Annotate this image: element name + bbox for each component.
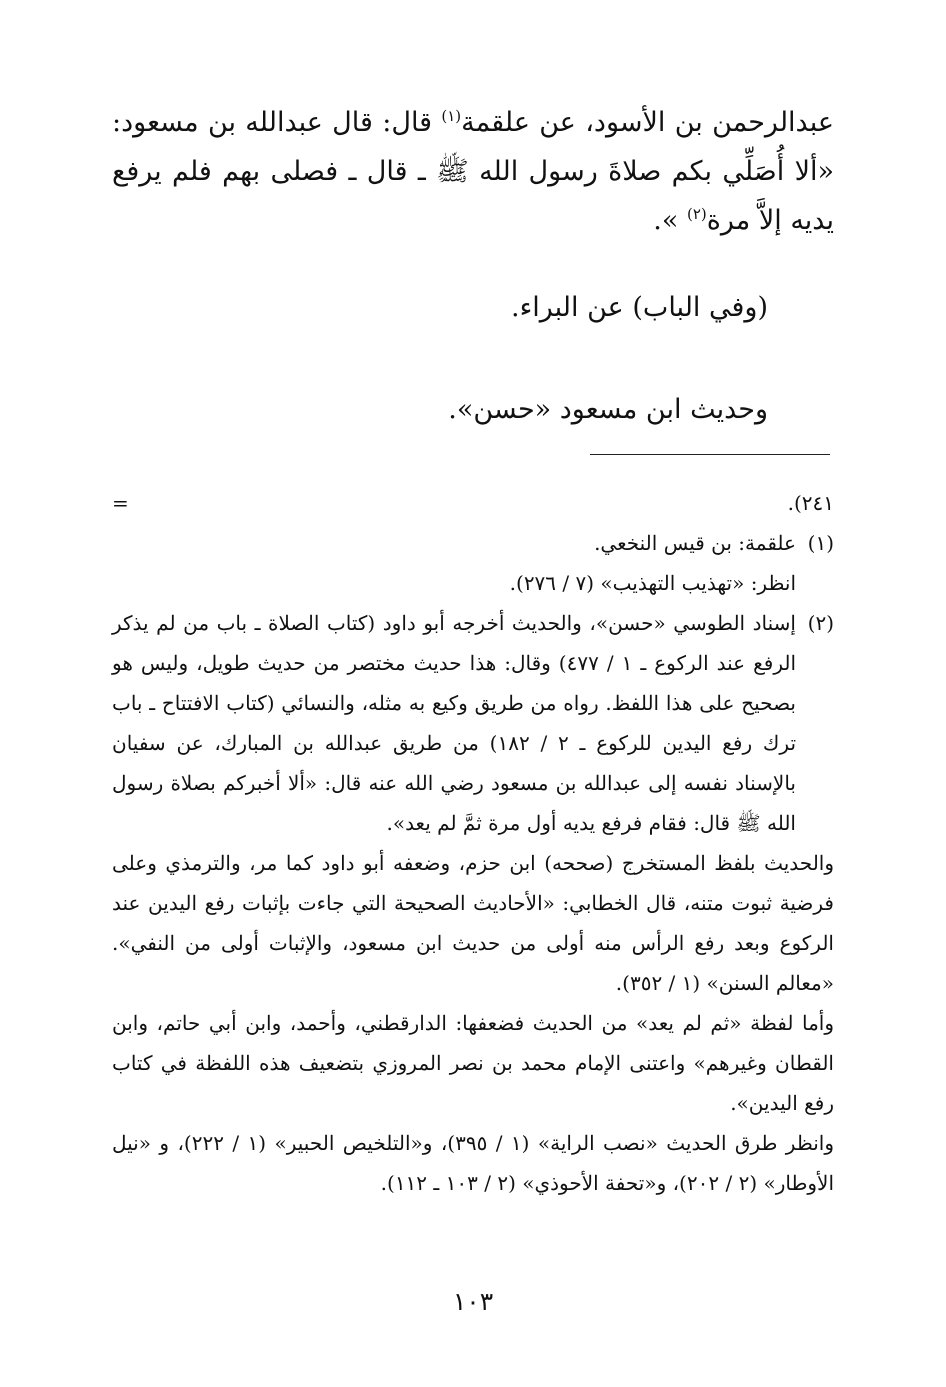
main-paragraph-part-2: قال: قال عبدالله بن مسعود: «ألا أُصَلِّي بكم صلاةَ رسول الله ﷺ ـ قال ـ فصلى بهم فلم يرفع يديه إلاَّ مرة (112, 107, 834, 236)
footnote-1 (112, 523, 834, 563)
footnote-2-number: (٢) (807, 611, 834, 635)
footnote-2-paragraph-lafza: وأما لفظة «ثم لم يعد» من الحديث فضعفها: الدارقطني، وأحمد، وابن أبي حاتم، وابن القطان وغيرهم» واعتنى الإمام محمد بن نصر المروزي بتضعيف هذه اللفظة في كتاب رفع اليدين». (112, 1011, 834, 1115)
footnote-2-text: إسناد الطوسي «حسن»، والحديث أخرجه أبو داود (كتاب الصلاة ـ باب من لم يذكر الرفع عند الركوع ـ ١ / ٤٧٧) وقال: هذا حديث مختصر من حديث طويل، وليس هو بصحيح على هذا اللفظ. رواه من طريق وكيع به مثله، والنسائي (كتاب الافتتاح ـ باب ترك رفع اليدين للركوع ـ ٢ / ١٨٢) من طريق عبدالله بن المبارك، عن سفيان بالإسناد نفسه إلى عبدالله بن مسعود رضي الله عنه قال: «ألا أخبركم بصلاة رسول الله ﷺ قال: فقام فرفع يديه أول مرة ثمَّ لم يعد». (112, 611, 797, 835)
footnote-1-text: علقمة: بن قيس النخعي. (594, 531, 796, 555)
footnote-1-reference: انظر: «تهذيب التهذيب» (٧ / ٢٧٦). (509, 571, 796, 595)
footnote-2-paragraph-turuq: وانظر طرق الحديث «نصب الراية» (١ / ٣٩٥)، و«التلخيص الحبير» (١ / ٢٢٢)، و «نيل الأوطار» (٢ / ٢٠٢)، و«تحفة الأحوذي» (٢ / ١٠٣ ـ ١١٢). (112, 1131, 835, 1195)
continuation-mark: = (112, 491, 129, 515)
footnotes (112, 483, 834, 1203)
main-text (112, 98, 834, 245)
footnote-2 (112, 603, 834, 843)
bab-line: (وفي الباب) عن البراء. (510, 292, 768, 323)
page-number: ١٠٣ (452, 1287, 494, 1316)
main-paragraph (112, 98, 834, 245)
footnote-2-paragraph-tirmidhi: والحديث بلفظ المستخرج (صححه) ابن حزم، وضعفه أبو داود كما مر، والترمذي وعلى فرضية ثبوت متنه، قال الخطابي: «الأحاديث الصحيحة التي جاءت بإثبات رفع اليدين عند الركوع وبعد رفع الرأس منه أولى من حديث ابن مسعود، والإثبات أولى من النفي». «معالم السنن» (١ / ٣٥٢). (112, 851, 834, 995)
footnote-continuation (112, 483, 834, 523)
footnote-1-number: (١) (807, 531, 834, 555)
hadith-grade-line: وحديث ابن مسعود «حسن». (448, 394, 768, 425)
footnote-ref-2: (٢) (686, 205, 707, 223)
footnote-ref-1: (١) (441, 107, 462, 125)
main-paragraph-part-3: ». (653, 205, 687, 236)
continuation-text: ٢٤١). (787, 491, 834, 515)
footnote-separator (590, 454, 830, 455)
main-paragraph-part-1: عبدالرحمن بن الأسود، عن علقمة (461, 107, 834, 138)
